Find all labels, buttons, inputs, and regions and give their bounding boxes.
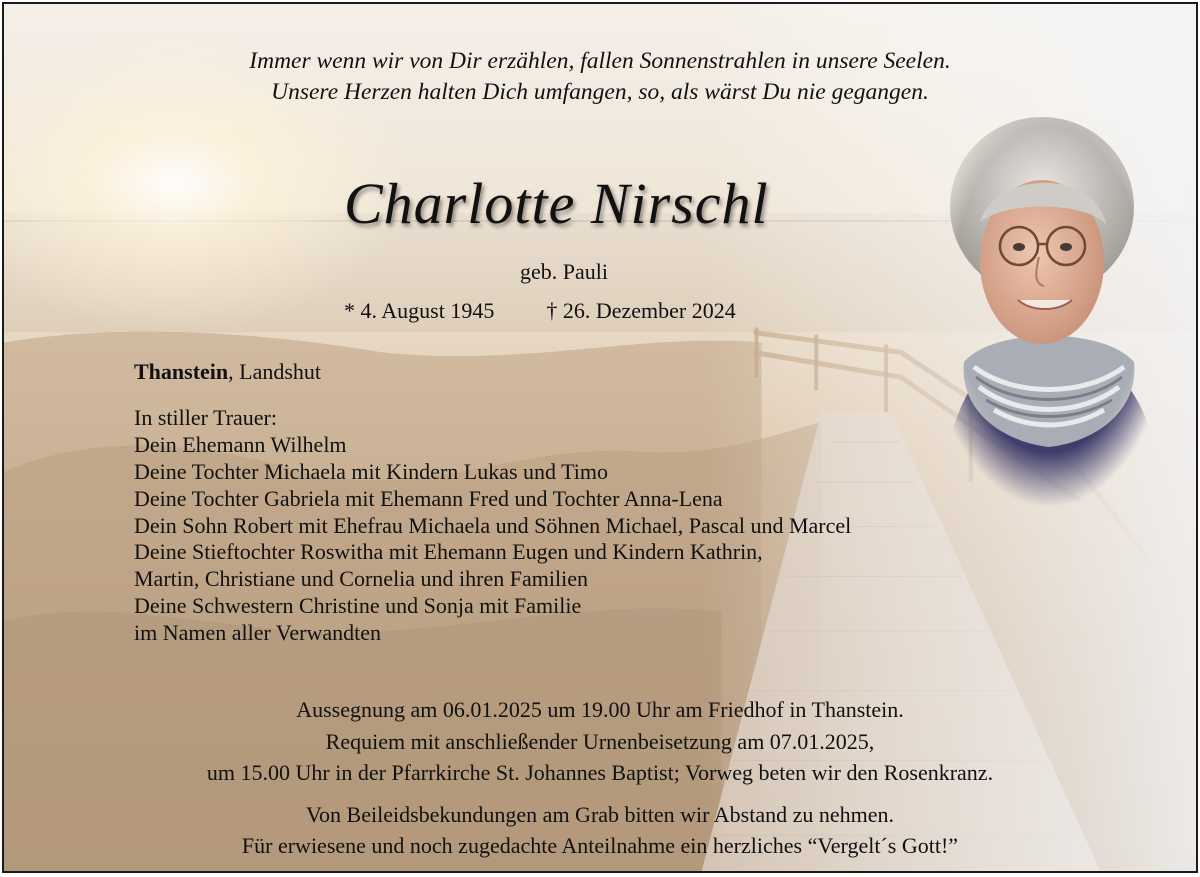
closing-note	[4, 800, 1196, 861]
mourner-line: Deine Stieftochter Roswitha mit Ehemann Eugen und Kindern Kathrin,	[134, 539, 763, 565]
place-region: , Landshut	[228, 359, 322, 384]
mourners-heading: In stiller Trauer:	[134, 405, 277, 430]
mourner-line: im Namen aller Verwandten	[134, 620, 382, 646]
mourner-line: Martin, Christiane und Cornelia und ihren Familien	[134, 566, 588, 592]
motto-line-1: Immer wenn wir von Dir erzählen, fallen Sonnenstrahlen in unsere Seelen.	[249, 48, 951, 74]
service-line-1: Aussegnung am 06.01.2025 um 19.00 Uhr am Friedhof in Thanstein.	[296, 697, 904, 722]
deceased-name: Charlotte Nirschl	[344, 171, 769, 236]
portrait-photo	[934, 112, 1164, 507]
service-line-2: Requiem mit anschließender Urnenbeisetzung am 07.01.2025,	[325, 728, 875, 754]
place-town: Thanstein	[134, 359, 229, 384]
motto-verse	[4, 46, 1196, 108]
mourner-line: Deine Schwestern Christine und Sonja mit Familie	[134, 593, 582, 619]
mourner-line: Deine Tochter Michaela mit Kindern Lukas und Timo	[134, 458, 609, 484]
mourners-list	[134, 405, 851, 647]
birth-date: * 4. August 1945	[344, 298, 495, 323]
closing-line-2: Für erwiesene und noch zugedachte Anteilnahme ein herzliches “Vergelt´s Gott!”	[241, 832, 959, 858]
service-details	[4, 694, 1196, 789]
mourner-line: Dein Sohn Robert mit Ehefrau Michaela und Söhnen Michael, Pascal und Marcel	[134, 512, 852, 538]
place-line	[134, 359, 321, 385]
mourner-line: Deine Tochter Gabriela mit Ehemann Fred und Tochter Anna-Lena	[134, 485, 723, 511]
motto-line-2: Unsere Herzen halten Dich umfangen, so, als wärst Du nie gegangen.	[271, 79, 929, 105]
mourner-line: Dein Ehemann Wilhelm	[134, 431, 347, 457]
closing-line-1: Von Beileidsbekundungen am Grab bitten wir Abstand zu nehmen.	[306, 802, 894, 827]
death-date: † 26. Dezember 2024	[546, 298, 736, 323]
obituary-notice	[2, 2, 1198, 873]
birth-name: geb. Pauli	[520, 259, 608, 284]
service-line-3: um 15.00 Uhr in der Pfarrkirche St. Johannes Baptist; Vorweg beten wir den Rosenkranz.	[206, 760, 994, 785]
life-dates	[344, 298, 736, 324]
